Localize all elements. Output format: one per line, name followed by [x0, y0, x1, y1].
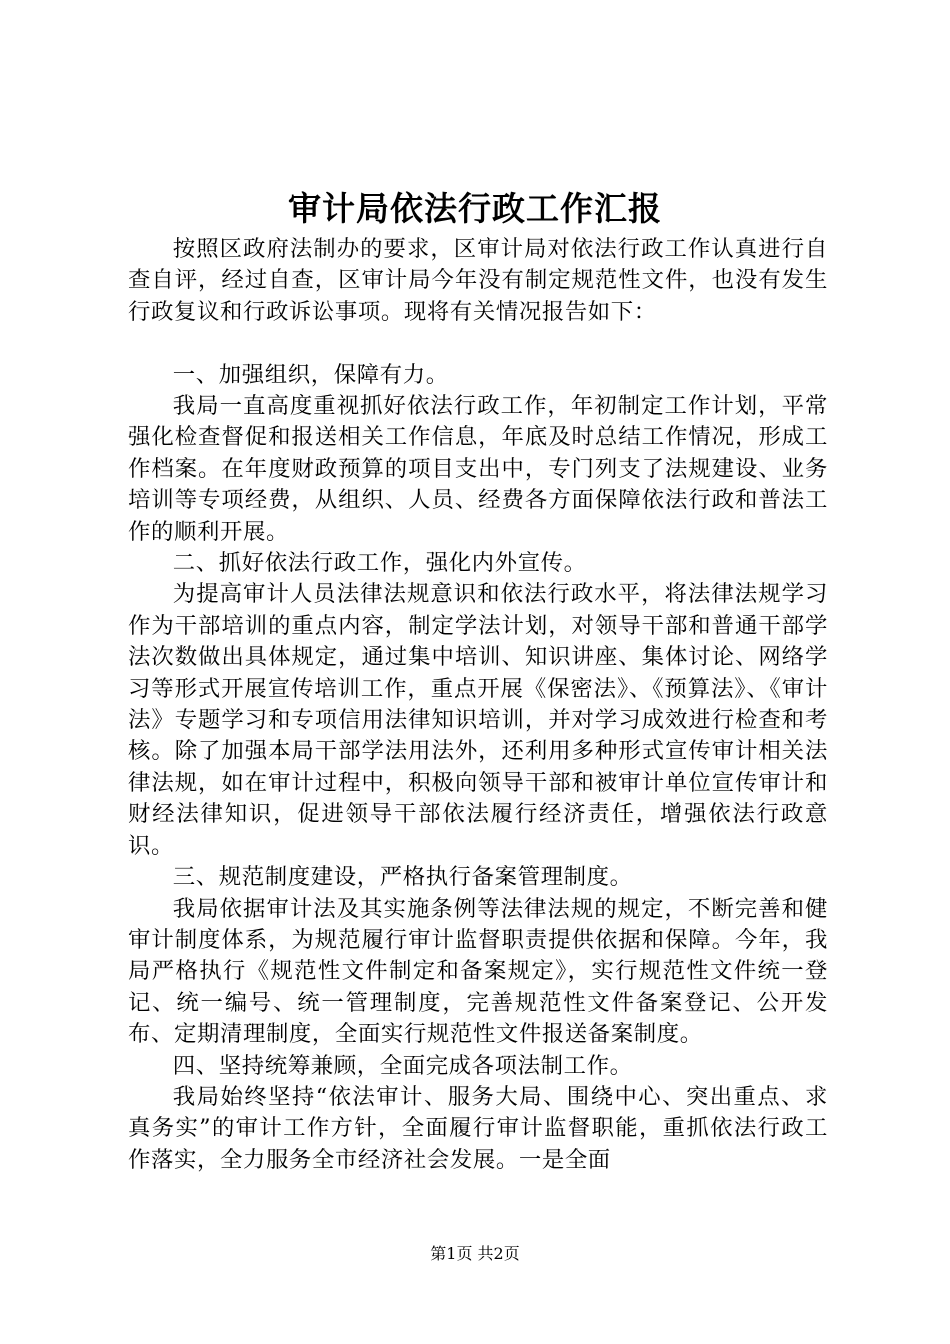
section-heading-4: 四、坚持统筹兼顾，全面完成各项法制工作。 [172, 1052, 633, 1079]
section-heading-2: 二、抓好依法行政工作，强化内外宣传。 [172, 550, 587, 577]
section-heading-1: 一、加强组织，保障有力。 [172, 361, 449, 388]
document-body [128, 234, 828, 1176]
section-body-2: 为提高审计人员法律法规意识和依法行政水平，将法律法规学习作为干部培训的重点内容，制定学法计划，对领导干部和普通干部学法次数做出具体规定，通过集中培训、知识讲座、集体讨论、网络学习等形式开展宣传培训工作，重点开展《保密法》、《预算法》、《审计法》专题学习和专项信用法律知识培训，并对学习成效进行检查和考核。除了加强本局干部学法用法外，还利用多种形式宣传审计相关法律法规，如在审计过程中，积极向领导干部和被审计单位宣传审计和财经法律知识，促进领导干部依法履行经济责任，增强依法行政意识。 [128, 581, 828, 859]
section-body-3: 我局依据审计法及其实施条例等法律法规的规定，不断完善和健审计制度体系，为规范履行审计监督职责提供依据和保障。今年，我局严格执行《规范性文件制定和备案规定》，实行规范性文件统一登记、统一编号、统一管理制度，完善规范性文件备案登记、公开发布、定期清理制度，全面实行规范性文件报送备案制度。 [128, 895, 828, 1048]
page-footer: 第1页 共2页 [430, 1244, 520, 1263]
section-heading-3: 三、规范制度建设，严格执行备案管理制度。 [172, 864, 633, 891]
intro-paragraph: 按照区政府法制办的要求，区审计局对依法行政工作认真进行自查自评，经过自查，区审计局今年没有制定规范性文件，也没有发生行政复议和行政诉讼事项。现将有关情况报告如下： [128, 236, 828, 325]
section-body-1: 我局一直高度重视抓好依法行政工作，年初制定工作计划，平常强化检查督促和报送相关工作信息，年底及时总结工作情况，形成工作档案。在年度财政预算的项目支出中，专门列支了法规建设、业务培训等专项经费，从组织、人员、经费各方面保障依法行政和普法工作的顺利开展。 [128, 393, 828, 545]
document-title: 审计局依法行政工作汇报 [288, 189, 662, 228]
section-body-4: 我局始终坚持“依法审计、服务大局、围绕中心、突出重点、求真务实”的审计工作方针，全面履行审计监督职能，重抓依法行政工作落实，全力服务全市经济社会发展。一是全面 [128, 1083, 828, 1173]
paragraph-gap [128, 328, 828, 359]
